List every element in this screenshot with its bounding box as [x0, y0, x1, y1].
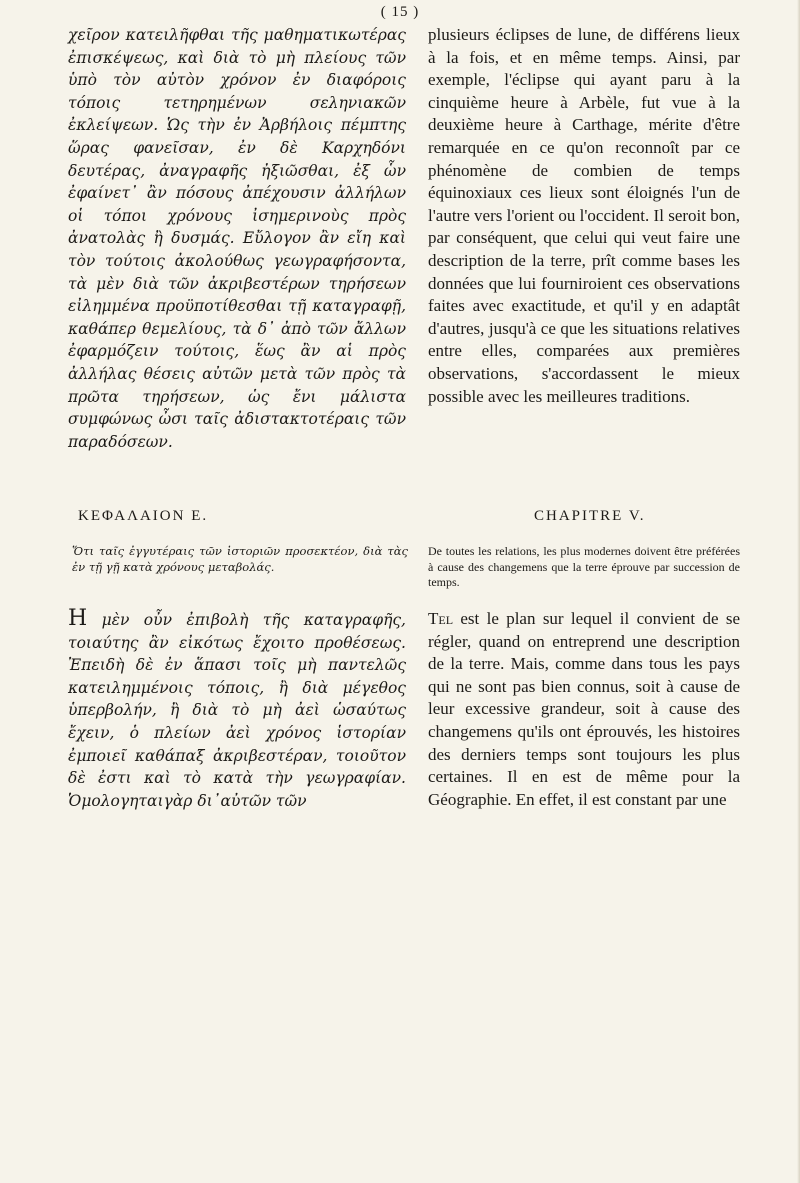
greek-initial-letter: Η	[68, 606, 88, 631]
french-paragraph-bottom-text: est le plan sur lequel il convient de se régler, quand on entreprend une description de la terre. Mais, comme dans tous les pays qui ne sont pas bien connus, soit à cause de leur excessive grandeur, soit à cause des changemens qu'ils ont éprouvés, les histoires des derniers temps sont toujours les plus certaines. Il en est de même pour la Géographie. En effet, il est constant par une	[428, 609, 740, 809]
french-paragraph-bottom	[428, 608, 740, 811]
french-paragraph-top: plusieurs éclipses de lune, de différens lieux à la fois, et en même temps. Ainsi, par exemple, l'éclipse qui ayant paru à la cinquième heure à Arbèle, fut vue à la deuxième heure à Carthage, mérite d'être remarquée en ce qu'on reconnoît par ce phénomène de combien de temps équinoxiaux ces lieux sont éloignés l'un de l'autre vers l'orient ou l'occident. Il seroit bon, par conséquent, que celui qui veut faire une description de la terre, prît comme bases les données que lui fourniroient ces observations faites avec exactitude, et qu'il y en adaptât d'autres, jusqu'à ce que les situations relatives entre elles, comparées aux premières observations, s'accordassent le mieux possible avec les meilleures traditions.	[428, 25, 740, 406]
greek-chapter-heading: ΚΕΦΑΛΑΙΟΝ Ε.	[78, 508, 209, 524]
greek-paragraph-bottom	[68, 608, 406, 812]
greek-paragraph-top: χεῖρον κατειλῆφθαι τῆς μαθηματικωτέρας ἐπισκέψεως, καὶ διὰ τὸ μὴ πλείους τῶν ὑπὸ τὸν αὐτὸν χρόνον ἐν διαφόροις τόποις τετηρημένων σεληνιακῶν ἐκλείψεων. Ὡς τὴν ἐν Ἀρβήλοις πέμπτης ὥρας φανεῖσαν, ἐν δὲ Καρχηδόνι δευτέρας, ἀναγραφῆς ἠξιῶσθαι, ἐξ ὧν ἐφαίνετ᾽ ἂν πόσους ἀπέχουσιν ἀλλήλων οἱ τόποι χρόνους ἰσημερινοὺς πρὸς ἀνατολὰς ἢ δυσμάς. Εὔλογον ἂν εἴη καὶ τὸν τούτοις ἀκολούθως γεωγραφήσοντα, τὰ μὲν διὰ τῶν ἀκριβεστέρων τηρήσεων εἰλημμένα προϋποτίθεσθαι τῇ καταγραφῇ, καθάπερ θεμελίους, τὰ δ᾽ ἀπὸ τῶν ἄλλων ἐφαρμόζειν τούτοις, ἕως ἂν αἱ πρὸς ἀλλήλας θέσεις αὐτῶν μετὰ τῶν πρὸς τὰ πρῶτα τηρήσεων, ὡς ἔνι μάλιστα συμφώνως ὦσι ταῖς ἀδιστακτοτέραις τῶν παραδόσεων.	[68, 26, 406, 451]
french-column-bottom	[428, 608, 740, 811]
page-number: ( 15 )	[380, 4, 420, 20]
greek-chapter-summary: Ὅτι ταῖς ἐγγυτέραις τῶν ἱστοριῶν προσεκτέον, διὰ τὰς ἐν τῇ γῇ κατὰ χρόνους μεταβολάς.	[72, 544, 408, 574]
greek-column-bottom	[68, 608, 406, 812]
french-chapter-summary: De toutes les relations, les plus modernes doivent être préférées à cause des changemens que la terre éprouve par succession de temps.	[428, 544, 740, 589]
french-chapter-heading: CHAPITRE V.	[534, 508, 646, 524]
french-column-top	[428, 24, 740, 408]
french-lead-word: Tel	[428, 609, 454, 628]
greek-paragraph-bottom-text: μὲν οὖν ἐπιβολὴ τῆς καταγραφῆς, τοιαύτης ἂν εἰκότως ἔχοιτο προθέσεως. Ἐπειδὴ δὲ ἐν ἅπασι τοῖς μὴ παντελῶς κατειλημμένοις τόποις, ἢ διὰ μέγεθος ὑπερβολήν, ἢ διὰ τὸ μὴ ἀεὶ ὡσαύτως ἔχειν, ὁ πλείων ἀεὶ χρόνος ἱστορίαν ἐμποιεῖ καθάπαξ ἀκριβεστέραν, τοιοῦτον δὲ ἐστι καὶ τὸ κατὰ τὴν γεωγραφίαν. Ὁμολογηταιγὰρ δι᾽αὐτῶν τῶν	[68, 611, 406, 810]
greek-column-top	[68, 24, 406, 453]
